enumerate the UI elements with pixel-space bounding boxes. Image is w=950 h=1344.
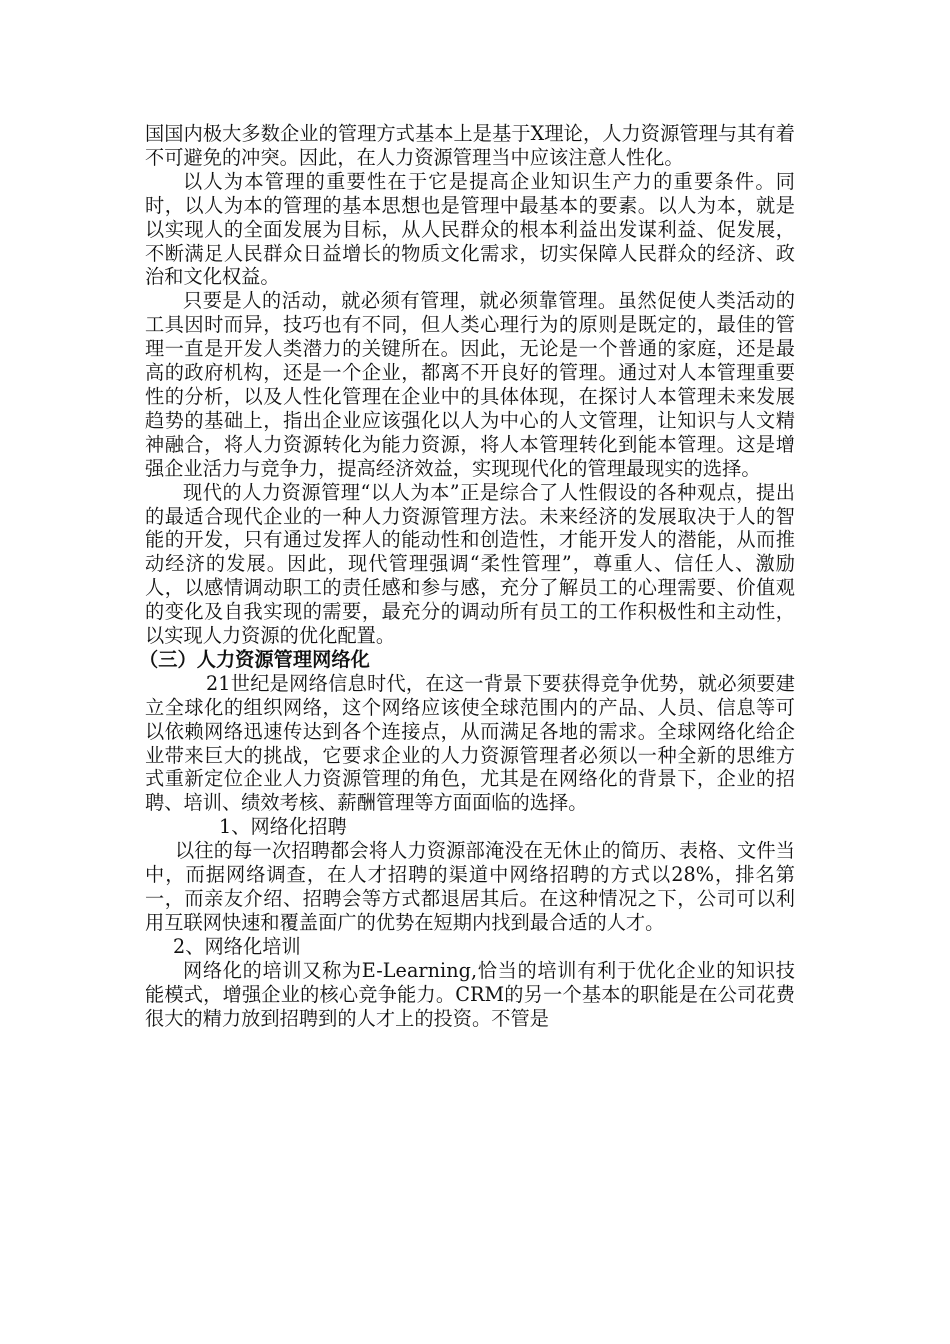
- paragraph-3: 只要是人的活动，就必须有管理，就必须靠管理。虽然促使人类活动的工具因时而异，技巧也有不同，但人类心理行为的原则是既定的，最佳的管理一直是开发人类潜力的关键所在。因此，无论是一个普通的家庭，还是最高的政府机构，还是一个企业，都离不开良好的管理。通过对人本管理重要性的分析，以及人性化管理在企业中的具体体现，在探讨人本管理未来发展趋势的基础上，指出企业应该强化以人为中心的人文管理，让知识与人文精神融合，将人力资源转化为能力资源，将人本管理转化到能本管理。这是增强企业活力与竞争力，提高经济效益，实现现代化的管理最现实的选择。: [145, 289, 795, 480]
- subheading-1: 1、网络化招聘: [219, 815, 347, 839]
- paragraph-6: 以往的每一次招聘都会将人力资源部淹没在无休止的简历、表格、文件当中，而据网络调查，在人才招聘的渠道中网络招聘的方式以28%，排名第一，而亲友介绍、招聘会等方式都退居其后。在这种情况之下，公司可以利用互联网快速和覆盖面广的优势在短期内找到最合适的人才。: [145, 839, 795, 934]
- paragraph-4: 现代的人力资源管理“以人为本”正是综合了人性假设的各种观点，提出的最适合现代企业的一种人力资源管理方法。未来经济的发展取决于人的智能的开发，只有通过发挥人的能动性和创造性，才能开发人的潜能，从而推动经济的发展。因此，现代管理强调“柔性管理”，尊重人、信任人、激励人，以感情调动职工的责任感和参与感，充分了解员工的心理需要、价值观的变化及自我实现的需要，最充分的调动所有员工的工作积极性和主动性，以实现人力资源的优化配置。: [145, 480, 795, 648]
- document-body: [139, 122, 795, 1030]
- paragraph-1: 国国内极大多数企业的管理方式基本上是基于X理论，人力资源管理与其有着不可避免的冲突。因此，在人力资源管理当中应该注意人性化。: [145, 122, 795, 169]
- paragraph-5: 21世纪是网络信息时代，在这一背景下要获得竞争优势，就必须要建立全球化的组织网络，这个网络应该使全球范围内的产品、人员、信息等可以依赖网络迅速传达到各个连接点，从而满足各地的需求。全球网络化给企业带来巨大的挑战，它要求企业的人力资源管理者必须以一种全新的思维方式重新定位企业人力资源管理的角色，尤其是在网络化的背景下，企业的招聘、培训、绩效考核、薪酬管理等方面面临的选择。: [145, 671, 795, 815]
- paragraph-7: 网络化的培训又称为E-Learning,恰当的培训有利于优化企业的知识技能模式，增强企业的核心竞争能力。CRM的另一个基本的职能是在公司花费很大的精力放到招聘到的人才上的投资。不管是: [145, 958, 795, 1030]
- subheading-2: 2、网络化培训: [173, 934, 301, 958]
- paragraph-2: 以人为本管理的重要性在于它是提高企业知识生产力的重要条件。同时，以人为本的管理的基本思想也是管理中最基本的要素。以人为本，就是以实现人的全面发展为目标，从人民群众的根本利益出发谋利益、促发展，不断满足人民群众日益增长的物质文化需求，切实保障人民群众的经济、政治和文化权益。: [145, 169, 795, 289]
- section-heading: （三）人力资源管理网络化: [139, 647, 370, 671]
